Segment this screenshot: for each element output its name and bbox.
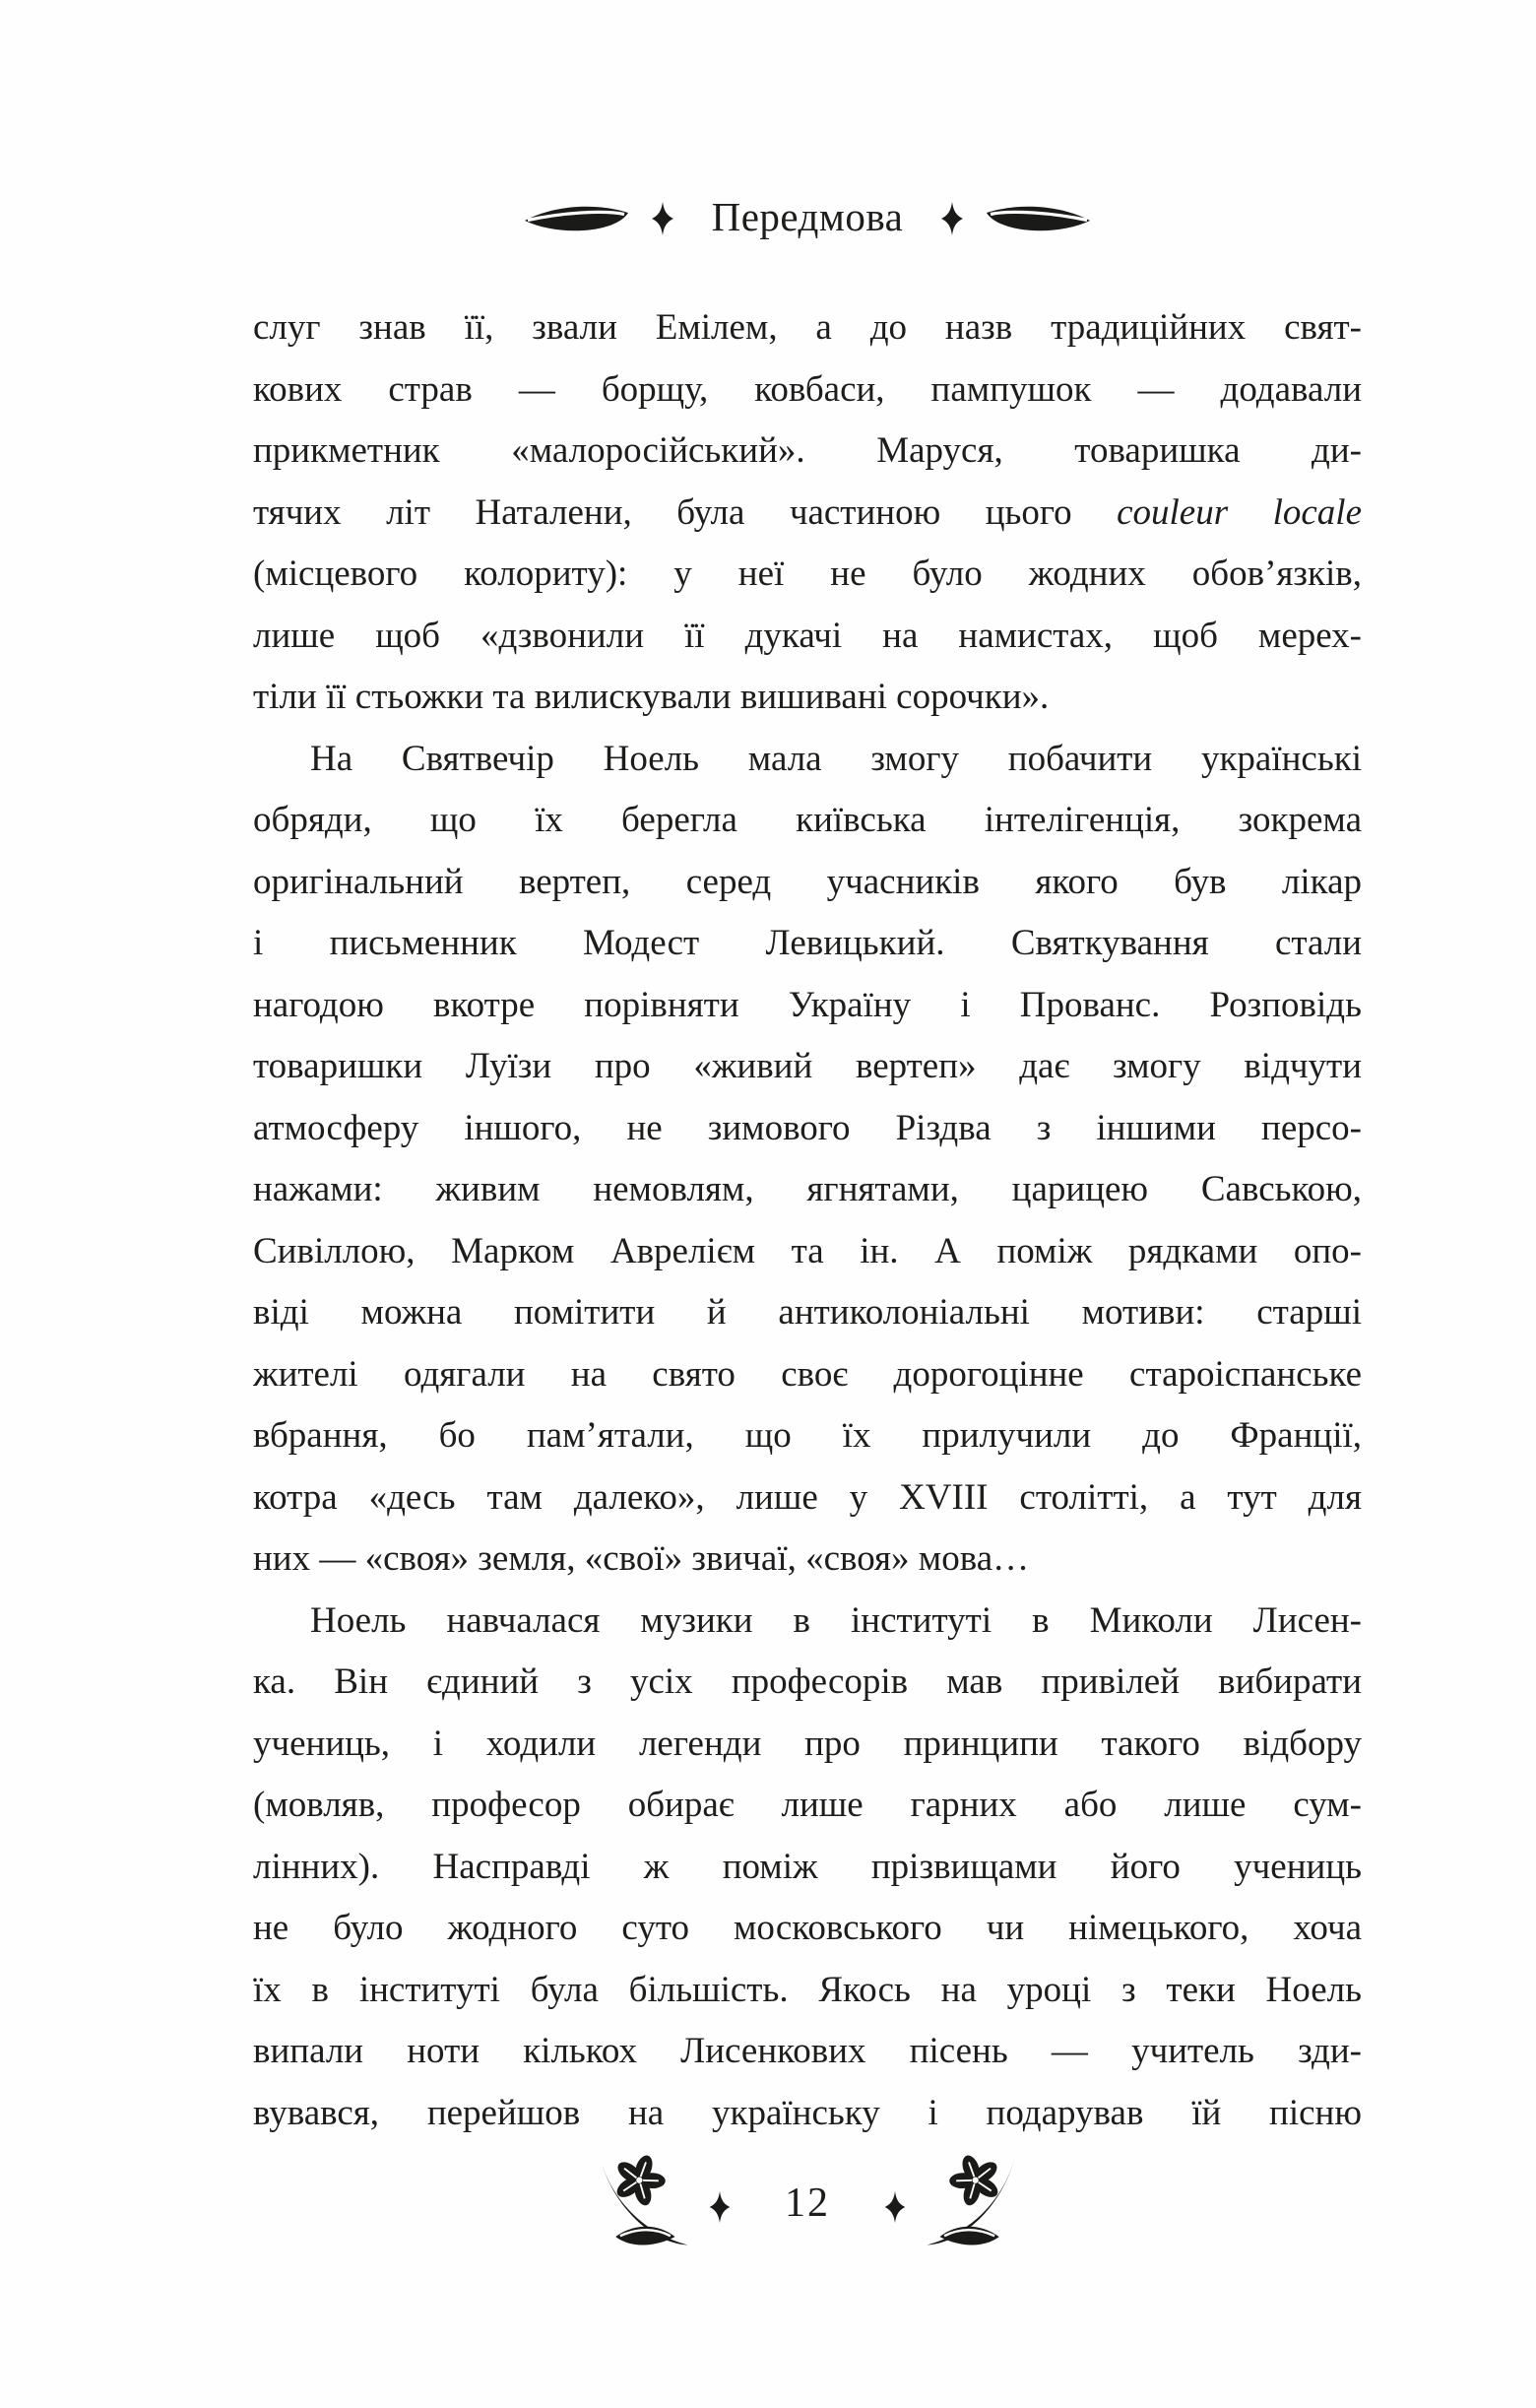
text-segment: них — «своя» земля, «свої» звичаї, «своя» мова… <box>253 1538 1030 1579</box>
text-segment: їх в інституті була більшість. Якось на уроці з теки Ноель <box>253 1969 1362 2010</box>
text-line <box>253 606 1362 668</box>
text-line <box>253 790 1362 852</box>
chapter-header <box>253 193 1362 244</box>
text-line <box>253 667 1362 729</box>
text-segment: не було жодного суто московського чи німецького, хоча <box>253 1908 1362 1948</box>
text-segment: жителі одягали на свято своє дорогоцінне староіспанське <box>253 1353 1362 1395</box>
text-segment: (місцевого колориту): у неї не було жодних обов’язків, <box>253 553 1362 594</box>
text-segment: ка. Він єдиний з усіх професорів мав привілей вибирати <box>253 1661 1362 1702</box>
text-line <box>253 1405 1362 1467</box>
text-line <box>253 975 1362 1037</box>
text-line <box>253 1344 1362 1406</box>
text-line <box>253 1221 1362 1283</box>
text-line <box>253 359 1362 422</box>
text-line <box>253 1467 1362 1529</box>
text-line <box>253 1960 1362 2022</box>
text-segment: Сивіллою, Марком Аврелієм та ін. А поміж рядками опо- <box>253 1230 1362 1271</box>
text-segment: нажами: живим немовлям, ягнятами, царицею Савською, <box>253 1169 1362 1209</box>
text-segment: атмосферу іншого, не зимового Різдва з іншими персо- <box>253 1107 1362 1148</box>
text-segment: нагодою вкотре порівняти Україну і Прованс. Розповідь <box>253 984 1362 1025</box>
text-segment: випали ноти кількох Лисенкових пісень — учитель зди- <box>253 2031 1362 2071</box>
chapter-title: Передмова <box>711 193 904 239</box>
text-line <box>253 2083 1362 2145</box>
text-line <box>253 1098 1362 1160</box>
italic-text-segment: couleur locale <box>1117 491 1362 533</box>
text-segment: оригінальний вертеп, серед учасників якого був лікар <box>253 861 1362 902</box>
star-icon <box>940 202 964 235</box>
text-line <box>253 1714 1362 1776</box>
star-icon <box>706 2191 734 2223</box>
text-line <box>253 1529 1362 1591</box>
text-line <box>253 1837 1362 1899</box>
text-segment: лише щоб «дзвонили її дукачі на намистах, щоб мерех- <box>253 615 1362 656</box>
paragraph <box>253 297 1362 729</box>
text-segment: товаришки Луїзи про «живий вертеп» дає змогу відчути <box>253 1046 1362 1086</box>
text-segment: тячих літ Наталени, була частиною цього <box>253 491 1118 533</box>
paragraph <box>253 729 1362 1591</box>
star-icon <box>651 202 674 235</box>
text-segment: вувався, перейшов на українську і подарував їй пісню <box>253 2092 1362 2133</box>
star-icon <box>881 2191 909 2223</box>
page-number: 12 <box>785 2180 830 2226</box>
text-line <box>253 1898 1362 1960</box>
text-line <box>253 421 1362 483</box>
text-segment: обряди, що їх берегла київська інтелігенція, зокрема <box>253 800 1362 840</box>
text-line <box>253 1282 1362 1344</box>
text-line <box>253 297 1362 359</box>
flower-ornament-right-icon <box>921 2151 1021 2251</box>
body-text <box>253 297 1362 2144</box>
text-line <box>253 1775 1362 1837</box>
text-line <box>253 852 1362 914</box>
page-footer <box>253 2150 1362 2252</box>
text-segment: (мовляв, професор обирає лише гарних або лише сум- <box>253 1785 1362 1825</box>
paragraph <box>253 1591 1362 2145</box>
text-segment: тіли її стьожки та вилискували вишивані сорочки». <box>253 677 1050 717</box>
text-segment: лінних). Насправді ж поміж прізвищами його учениць <box>253 1846 1362 1887</box>
text-segment: вбрання, бо пам’ятали, що їх прилучили до Франції, <box>253 1415 1362 1456</box>
text-line <box>253 913 1362 975</box>
text-segment: учениць, і ходили легенди про принципи такого відбору <box>253 1723 1362 1764</box>
text-segment: кових страв — борщу, ковбаси, пампушок — додавали <box>253 368 1362 410</box>
text-segment: Ноель навчалася музики в інституті в Миколи Лисен- <box>310 1599 1362 1641</box>
leaf-ornament-left-icon <box>523 199 631 238</box>
text-line <box>253 1591 1362 1653</box>
text-line <box>253 1652 1362 1714</box>
text-line <box>253 483 1362 545</box>
text-segment: слуг знав її, звали Емілем, а до назв традиційних свят- <box>253 307 1362 348</box>
text-line <box>253 544 1362 606</box>
text-line <box>253 2021 1362 2083</box>
text-segment: прикметник «малоросійський». Маруся, товаришка ди- <box>253 430 1362 471</box>
text-line <box>253 1036 1362 1098</box>
text-segment: і письменник Модест Левицький. Святкування стали <box>253 923 1362 963</box>
text-segment: віді можна помітити й антиколоніальні мотиви: старші <box>253 1292 1362 1333</box>
text-line <box>253 1159 1362 1221</box>
flower-ornament-left-icon <box>594 2151 694 2251</box>
text-segment: На Святвечір Ноель мала змогу побачити українські <box>310 738 1362 779</box>
text-line <box>253 729 1362 791</box>
text-segment: котра «десь там далеко», лише у XVIII столітті, а тут для <box>253 1476 1362 1518</box>
leaf-ornament-right-icon <box>984 199 1092 238</box>
